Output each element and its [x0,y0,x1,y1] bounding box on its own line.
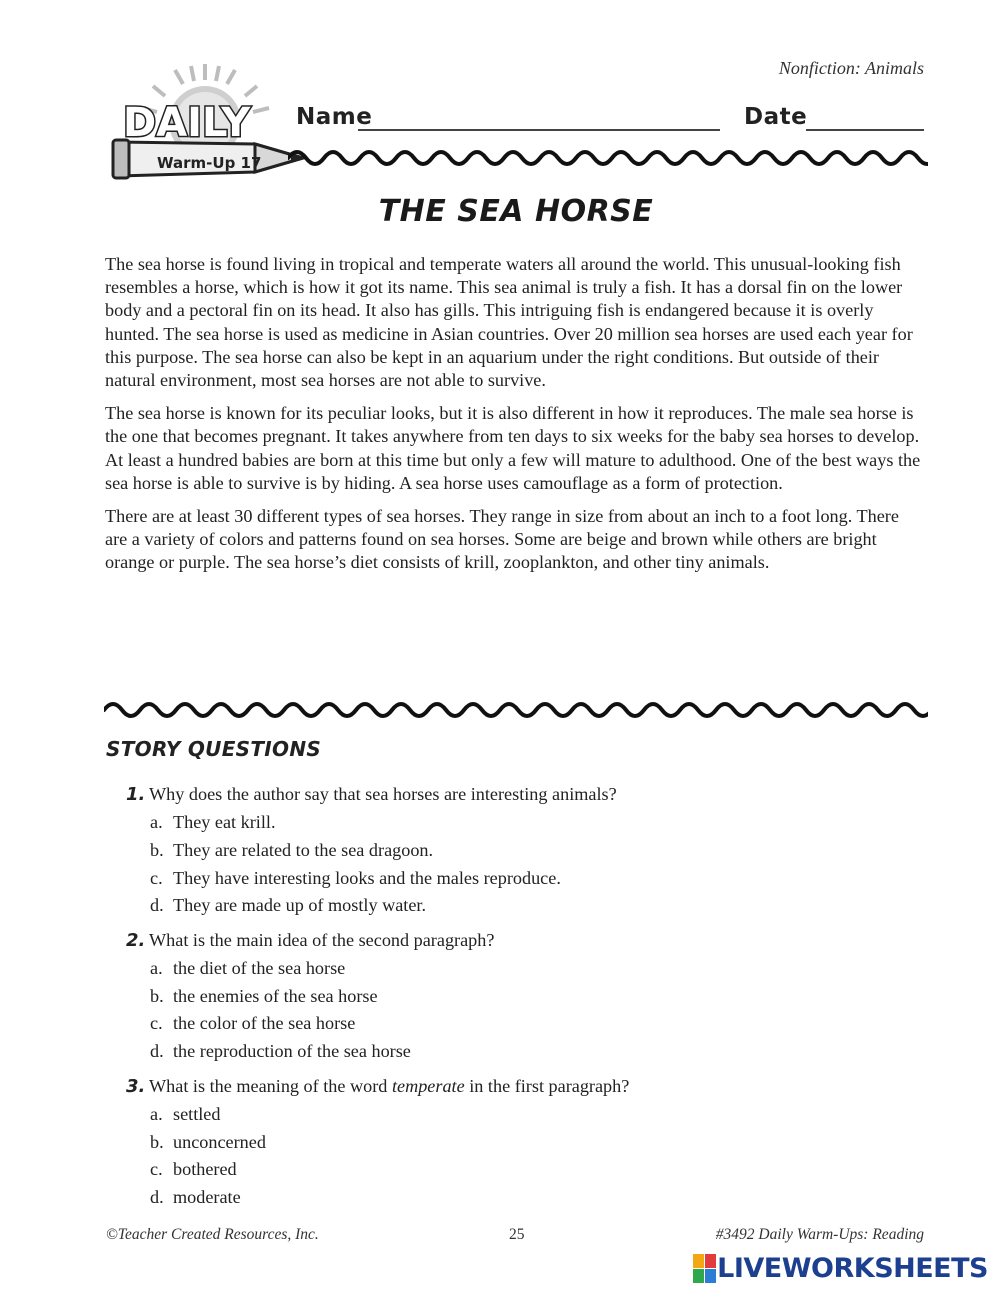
answer-option[interactable] [126,892,926,920]
question-2 [126,930,926,1066]
story-questions-heading: STORY QUESTIONS [106,737,322,761]
option-letter: a. [150,958,163,979]
paragraph-3: There are at least 30 different types of sea horses. They range in size from about an inch to a foot long. There are a variety of colors and patterns found on sea horses. Some are beige and brown while others are bright orange or purple. The sea horse’s diet consists of krill, zooplankton, and other tiny animals. [105,506,899,573]
logo-daily-text: DAILY [123,100,251,146]
answer-option[interactable] [126,1184,926,1212]
name-label: Name [296,104,373,130]
option-text: bothered [173,1159,237,1180]
option-letter: b. [150,840,164,861]
option-text: unconcerned [173,1131,266,1152]
answer-option[interactable] [126,809,926,837]
date-label: Date [744,104,808,130]
option-letter: c. [150,867,163,888]
date-field[interactable] [806,129,924,131]
answer-option[interactable] [126,955,926,983]
footer-copyright: ©Teacher Created Resources, Inc. [106,1226,319,1243]
liveworksheets-logo-icon [693,1254,717,1284]
option-text: settled [173,1103,221,1124]
passage-title: THE SEA HORSE [378,194,654,229]
logo-warmup-text: Warm-Up 17 [157,154,262,172]
footer-book-title: #3492 Daily Warm-Ups: Reading [715,1226,924,1243]
option-text: moderate [173,1186,241,1207]
option-text: They eat krill. [173,812,276,833]
answer-option[interactable] [126,1010,926,1038]
liveworksheets-watermark[interactable] [693,1253,988,1284]
paragraph-1: The sea horse is found living in tropical and temperate waters all around the world. This unusual-looking fish resembles a horse, which is how it got its name. This sea animal is truly a fish. It has a dorsal fin on the lower body and a pectoral fin on its head. It also has gills. This intriguing fish is endangered because it is overly hunted. The sea horse is used as medicine in Asian countries. Over 20 million sea horses are used each year for this purpose. The sea horse can also be kept in an aquarium under the right conditions. But outside of their natural environment, most sea horses are not able to survive. [105,254,913,391]
option-letter: a. [150,1103,163,1124]
option-letter: d. [150,895,164,916]
answer-option[interactable] [126,1128,926,1156]
vocab-word: temperate [391,1075,465,1096]
option-text: the reproduction of the sea horse [173,1041,411,1062]
question-number: 3. [126,1075,146,1097]
daily-warmup-logo [105,60,305,190]
question-text: What is the main idea of the second paragraph? [149,929,495,950]
question-text: Why does the author say that sea horses are interesting animals? [149,784,617,804]
option-text: They have interesting looks and the males reproduce. [173,867,561,888]
question-number: 1. [126,784,146,805]
answer-option[interactable] [126,1156,926,1184]
option-text: They are made up of mostly water. [173,895,427,916]
footer-page-number: 25 [509,1226,525,1243]
option-text: the enemies of the sea horse [173,985,378,1006]
option-letter: b. [150,1131,164,1152]
option-letter: c. [150,1013,163,1034]
question-text: What is the meaning of the word temperate in the first paragraph? [149,1075,630,1096]
answer-option[interactable] [126,837,926,865]
option-letter: d. [150,1041,164,1062]
option-letter: a. [150,812,163,833]
reading-passage [105,253,925,585]
option-text: the diet of the sea horse [173,958,346,979]
questions-list [126,784,926,1221]
option-letter: b. [150,985,164,1006]
answer-option[interactable] [126,1101,926,1129]
answer-option[interactable] [126,1038,926,1066]
answer-option[interactable] [126,982,926,1010]
option-text: the color of the sea horse [173,1013,356,1034]
option-letter: d. [150,1186,164,1207]
name-field[interactable] [358,129,720,131]
option-letter: c. [150,1159,163,1180]
liveworksheets-text: LIVEWORKSHEETS [717,1253,988,1284]
question-3 [126,1076,926,1212]
header-wave-divider [288,144,928,172]
question-1 [126,784,926,920]
section-wave-divider [104,696,928,724]
answer-option[interactable] [126,864,926,892]
paragraph-2: The sea horse is known for its peculiar looks, but it is also different in how it reproduces. The male sea horse is the one that becomes pregnant. It takes anywhere from ten days to six weeks for the baby sea horses to develop. At least a hundred babies are born at this time but only a few will mature to adulthood. One of the best ways the sea horse is able to survive is by hiding. A sea horse uses camouflage as a form of protection. [105,403,921,493]
question-number: 2. [126,929,146,951]
option-text: They are related to the sea dragoon. [173,840,434,861]
category-label: Nonfiction: Animals [778,58,924,78]
